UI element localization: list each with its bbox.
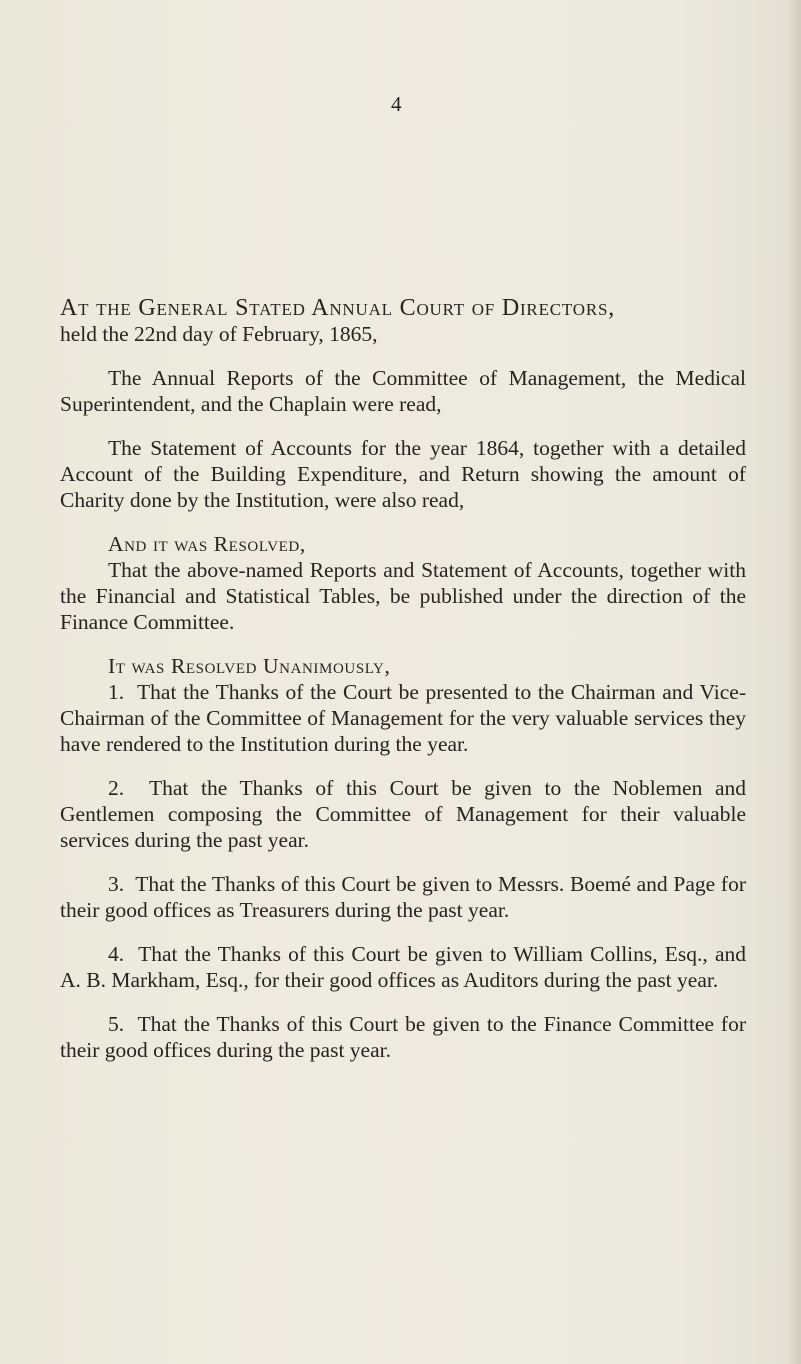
resolution-text: That the Thanks of the Court be presented to the Chairman and Vice-Chairman of the Committee of Management for the very valuable services they have rendered to the Institution during the year. — [60, 680, 746, 756]
resolution-text: That the Thanks of this Court be given to the Finance Committee for their good offices during the past year. — [60, 1012, 746, 1062]
resolution-number: 3. — [108, 872, 125, 896]
resolved-paragraph: That the above-named Reports and Statement of Accounts, together with the Financial and Statistical Tables, be published under the direction of the Finance Committee. — [60, 558, 746, 634]
resolution-item — [60, 1011, 746, 1063]
resolution-number: 1. — [108, 680, 125, 704]
meeting-date-line: held the 22nd day of February, 1865, — [60, 322, 378, 346]
resolved-heading: And it was Resolved, — [108, 532, 306, 556]
page-edge-shadow — [787, 0, 801, 1364]
resolution-text: That the Thanks of this Court be given to William Collins, Esq., and A. B. Markham, Esq., for their good offices as Auditors during the past year. — [60, 942, 746, 992]
resolution-item — [60, 871, 746, 923]
resolution-text: That the Thanks of this Court be given to the Noblemen and Gentlemen composing the Committee of Management for their valuable services during the past year. — [60, 776, 746, 852]
resolution-number: 4. — [108, 942, 125, 966]
resolution-item — [60, 941, 746, 993]
resolution-number: 2. — [108, 776, 125, 800]
statement-paragraph: The Statement of Accounts for the year 1864, together with a detailed Account of the Building Expenditure, and Return showing the amount of Charity done by the Institution, were also read, — [60, 436, 746, 512]
resolution-item — [60, 679, 746, 757]
unanimous-heading: It was Resolved Unanimously, — [108, 654, 391, 678]
page-number: 4 — [391, 92, 402, 116]
resolution-item — [60, 775, 746, 853]
court-heading: At the General Stated Annual Court of Directors, — [60, 295, 616, 321]
reports-paragraph: The Annual Reports of the Committee of Management, the Medical Superintendent, and the Chaplain were read, — [60, 366, 746, 416]
resolution-number: 5. — [108, 1012, 125, 1036]
minutes-text — [60, 295, 746, 1081]
resolution-text: That the Thanks of this Court be given to Messrs. Boemé and Page for their good offices as Treasurers during the past year. — [60, 872, 746, 922]
